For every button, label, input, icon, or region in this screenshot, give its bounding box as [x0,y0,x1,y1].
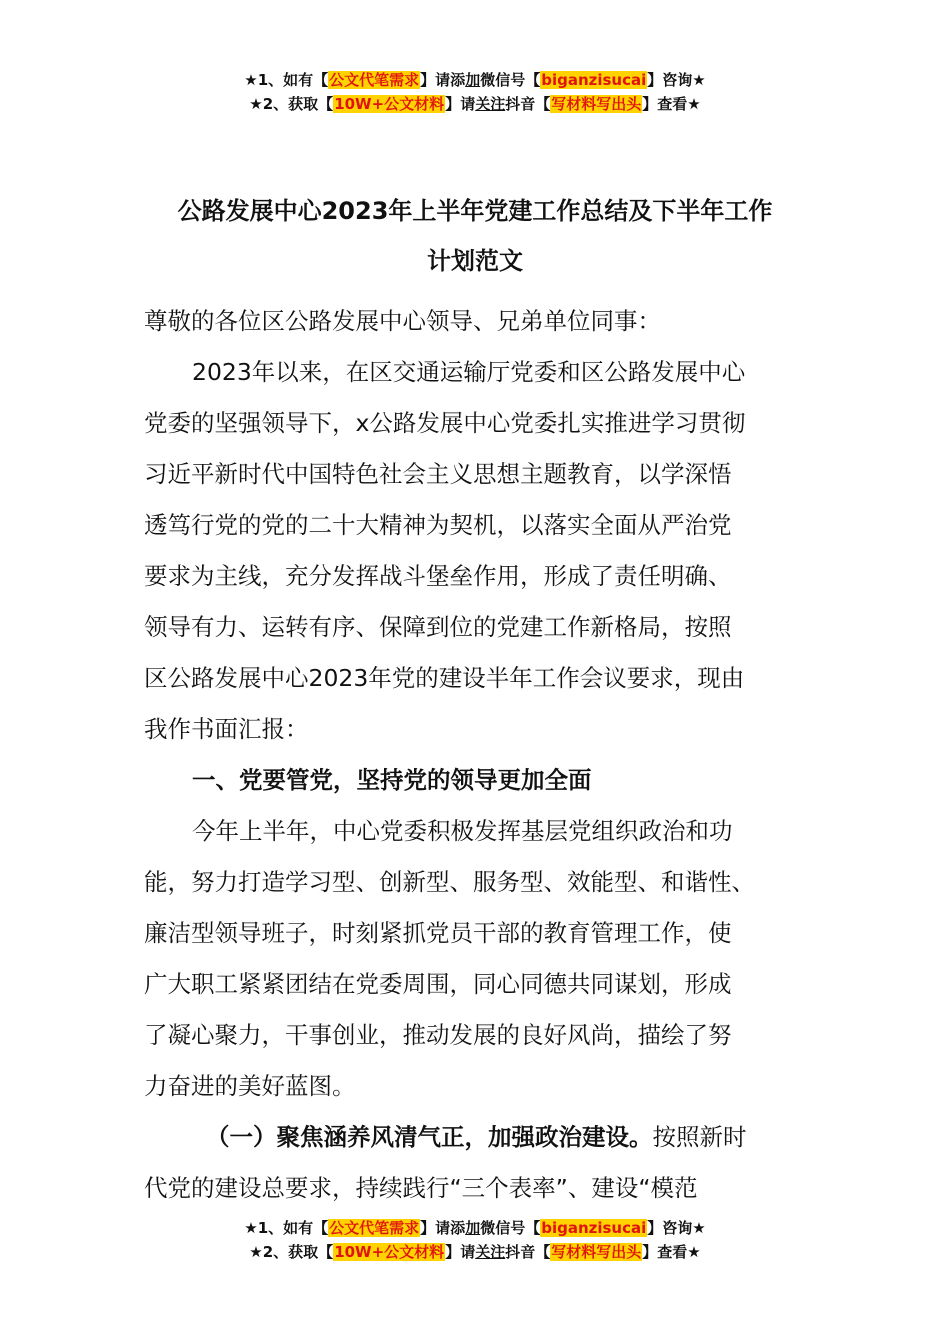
banner-text: 】请 [445,95,476,113]
body-line: 今年上半年，中心党委积极发挥基层党组织政治和功 [192,817,733,845]
section-heading: 一、党要管党，坚持党的领导更加全面 [192,766,592,794]
banner-highlight: biganzisucai [541,1219,647,1237]
title-line-2: 计划范文 [427,247,523,275]
body-line: 广大职工紧紧团结在党委周围，同心同德共同谋划，形成 [144,970,732,998]
body-line: 要求为主线，充分发挥战斗堡垒作用，形成了责任明确、 [144,562,732,590]
body-line: 力奋进的美好蓝图。 [144,1072,356,1100]
banner-text: 抖音【 [505,1243,551,1261]
banner-text: ★2、获取【 [249,1243,334,1261]
body-line: 廉洁型领导班子，时刻紧抓党员干部的教育管理工作，使 [144,919,732,947]
body-line: 代党的建设总要求，持续践行“三个表率”、建设“模范 [144,1174,698,1202]
body-line: 领导有力、运转有序、保障到位的党建工作新格局，按照 [144,613,732,641]
banner-line-1 [0,1216,950,1240]
banner-text: ★1、如有【 [244,1219,329,1237]
body-line: 能，努力打造学习型、创新型、服务型、效能型、和谐性、 [144,868,755,896]
top-banner [0,68,950,116]
banner-text: 】查看★ [642,1243,701,1261]
salutation: 尊敬的各位区公路发展中心领导、兄弟单位同事： [144,307,661,335]
banner-highlight: 10W+公文材料 [334,1243,445,1261]
body-line: 区公路发展中心2023年党的建设半年工作会议要求，现由 [144,664,745,692]
body-text: 按照新时 [652,1123,747,1151]
banner-highlight: 写材料写出头 [551,1243,642,1261]
banner-text: ★2、获取【 [249,95,334,113]
body-line: 了凝心聚力，干事创业，推动发展的良好风尚，描绘了努 [144,1021,732,1049]
body-line: 习近平新时代中国特色社会主义思想主题教育，以学深悟 [144,460,732,488]
banner-underlined-text: 关注 [475,95,506,113]
banner-underlined-text: 关注 [475,1243,506,1261]
banner-text: 抖音【 [505,95,551,113]
body-line: 2023年以来，在区交通运输厅党委和区公路发展中心 [192,358,746,386]
banner-text: ★1、如有【 [244,71,329,89]
banner-highlight: 10W+公文材料 [334,95,445,113]
body-line: 透笃行党的党的二十大精神为契机，以落实全面从严治党 [144,511,732,539]
banner-text: 】请 [445,1243,476,1261]
banner-text: 微信号【 [480,71,541,89]
banner-highlight: 公文代笔需求 [329,71,420,89]
banner-highlight: 写材料写出头 [551,95,642,113]
body-line: 党委的坚强领导下，x公路发展中心党委扎实推进学习贯彻 [144,409,746,437]
banner-line-1 [0,68,950,92]
title-line-1: 公路发展中心2023年上半年党建工作总结及下半年工作 [177,197,773,225]
banner-text: 】查看★ [642,95,701,113]
subsection-heading: （一）聚焦涵养风清气正，加强政治建设。 [206,1123,653,1151]
banner-underlined-text: 加 [465,1219,481,1237]
banner-line-2 [0,1240,950,1264]
banner-highlight: biganzisucai [541,71,647,89]
banner-highlight: 公文代笔需求 [329,1219,420,1237]
body-line: 我作书面汇报： [144,715,309,743]
banner-text: 】咨询★ [647,71,706,89]
subsection-line [144,1112,812,1163]
banner-line-2 [0,92,950,116]
document-title [120,186,830,286]
bottom-banner [0,1216,950,1264]
banner-text: 】咨询★ [647,1219,706,1237]
banner-text: 】请添 [420,1219,466,1237]
banner-underlined-text: 加 [465,71,481,89]
document-body [144,296,812,1214]
banner-text: 微信号【 [480,1219,541,1237]
banner-text: 】请添 [420,71,466,89]
